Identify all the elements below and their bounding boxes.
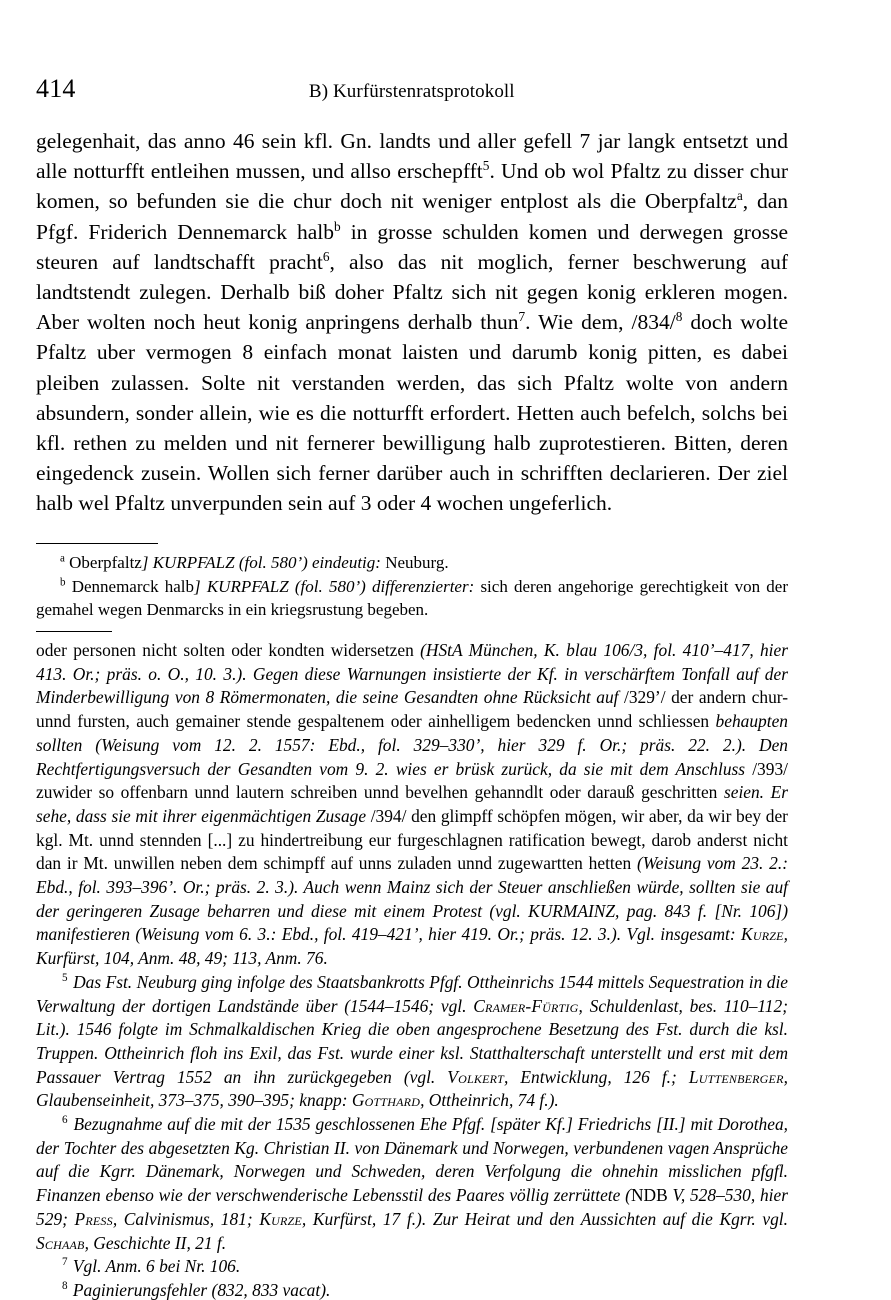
footnote-entry: $^5$ Das Fst. Neuburg ging infolge des Staatsbankrotts Pfgf. Ottheinrichs 1544 mittels Sequestration in die Verwaltung der dortigen Landstände über (1544–1546; vgl. Cramer-Fürtig, Schuldenlast, bes. 110–112; Lit.). 1546 folgte im Schmalkaldischen Krieg die oben angesprochene Besetzung des Fst. durch die ksl. Truppen. Ottheinrich floh ins Exil, das Fst. wurde einer ksl. Statthalterschaft unterstellt und erst mit dem Passauer Vertrag 1552 an ihn zurückgegeben (vgl. Volkert, Entwicklung, 126 f.; Luttenberger, Glaubenseinheit, 373–375, 390–395; knapp: Gotthard, Ottheinrich, 74 f.). <box>36 971 788 1111</box>
apparatus-separator-rule <box>36 543 158 544</box>
apparatus-entry: $^b$ Dennemarck halb] KURPFALZ (fol. 580’) differenzierter: sich deren angehorige gerechtigkeit von der gemahel wegen Denmarcks in ein kriegsrustung begeben. <box>36 575 788 620</box>
running-head-title: B) Kurfürstenratsprotokoll <box>308 81 515 102</box>
running-head <box>36 76 788 102</box>
page-number: 414 <box>36 74 76 103</box>
main-text-block <box>36 126 788 519</box>
apparatus-block <box>36 551 788 622</box>
footnote-entry: $^7$ Vgl. Anm. 6 bei Nr. 106. <box>62 1256 241 1277</box>
footnote-block <box>36 639 788 1300</box>
apparatus-entry: $^a$ Oberpfaltz] KURPFALZ (fol. 580’) eindeutig: Neuburg. <box>60 552 449 572</box>
footnote-entry: $^6$ Bezugnahme auf die mit der 1535 geschlossenen Ehe Pfgf. [später Kf.] Friedrichs [II.] mit Dorothea, der Tochter des abgesetzten Kg. Christian II. von Dänemark und Norwegen, verbundenen vagen Ansprüche auf die Kgrr. Dänemark, Norwegen und Schweden, deren Verfolgung die ohnehin misslichen pfgfl. Finanzen ebenso wie der verschwenderische Lebensstil des Paares völlig zerrüttete (NDB V, 528–530, hier 529; Press, Calvinismus, 181; Kurze, Kurfürst, 17 f.). Zur Heirat und den Aussichten auf die Kgrr. vgl. Schaab, Geschichte II, 21 f. <box>36 1114 788 1253</box>
footnote-separator-rule <box>36 631 112 632</box>
footnote-entry: $^8$ Paginierungsfehler (832, 833 vacat). <box>62 1279 331 1300</box>
main-paragraph: gelegenhait, das anno 46 sein kfl. Gn. landts und aller gefell 7 jar langk entsetzt und alle notturfft entleihen mussen, und allso erschepfft$^5$. Und ob wol Pfaltz zu disser chur komen, so befunden sie die chur doch nit weniger entplost als die Oberpfaltz$^a$, dan Pfgf. Friderich Dennemarck halb$^b$ in grosse schulden komen und derwegen grosse steuren auf landtschafft pracht$^6$, also das nit moglich, ferner beschwerung auf landtstendt zulegen. Derhalb biß doher Pfaltz sich nit gegen konig erkleren mogen. Aber wolten noch heut konig anpringens derhalb thun$^7$. Wie dem, /834/$^8$ doch wolte Pfaltz uber vermogen 8 einfach monat laisten und darumb konig pitten, es dabei pleiben zulassen. Solte nit verstanden werden, das sich Pfaltz wolte von andern absundern, sonder allein, wie es die notturfft erfordert. Hetten auch befelch, solchs bei kfl. rethen zu melden und nit fernerer bewilligung halb zuprotestieren. Bitten, deren eingedenck zusein. Wollen sich ferner darüber auch in schrifften declarieren. Der ziel halb wel Pfaltz unverpunden sein auf 3 oder 4 wochen ungeferlich. <box>36 129 788 516</box>
footnote-entry: oder personen nicht solten oder kondten widersetzen (HStA München, K. blau 106/3, fol. 410’–417, hier 413. Or.; präs. o. O., 10. 3.). Gegen diese Warnungen insistierte der Kf. in verschärftem Tonfall auf der Minderbewilligung von 8 Römermonaten, die seine Gesandten ohne Rücksicht auf /329’/ der andern chur- unnd fursten, auch gemainer stende gespaltenem oder ainhelligem bedencken unnd schliessen behaupten sollten (Weisung vom 12. 2. 1557: Ebd., fol. 329–330’, hier 329 f. Or.; präs. 22. 2.). Den Rechtfertigungsversuch der Gesandten vom 9. 2. wies er brüsk zurück, da sie mit dem Anschluss /393/ zuwider so offenbarn unnd lautern schreiben unnd bevelhen gehanndlt oder darauß geschritten seien. Er sehe, dass sie mit ihrer eigenmächtigen Zusage /394/ den glimpff schöpfen mögen, wir aber, da wir bey der kgl. Mt. unnd stennden [...] zu hindertreibung eur furgeschlagnen ratification bewegt, darob anderst nicht dan ir Mt. unwillen neben dem schimpff auf unns zuladen unnd zugewartten hetten (Weisung vom 23. 2.: Ebd., fol. 393–396’. Or.; präs. 2. 3.). Auch wenn Mainz sich der Steuer anschließen würde, sollten sie auf der geringeren Zusage beharren und diese mit einem Protest (vgl. KURMAINZ, pag. 843 f. [Nr. 106]) manifestieren (Weisung vom 6. 3.: Ebd., fol. 419–421’, hier 419. Or.; präs. 12. 3.). Vgl. insgesamt: Kurze, Kurfürst, 104, Anm. 48, 49; 113, Anm. 76. <box>36 640 789 969</box>
